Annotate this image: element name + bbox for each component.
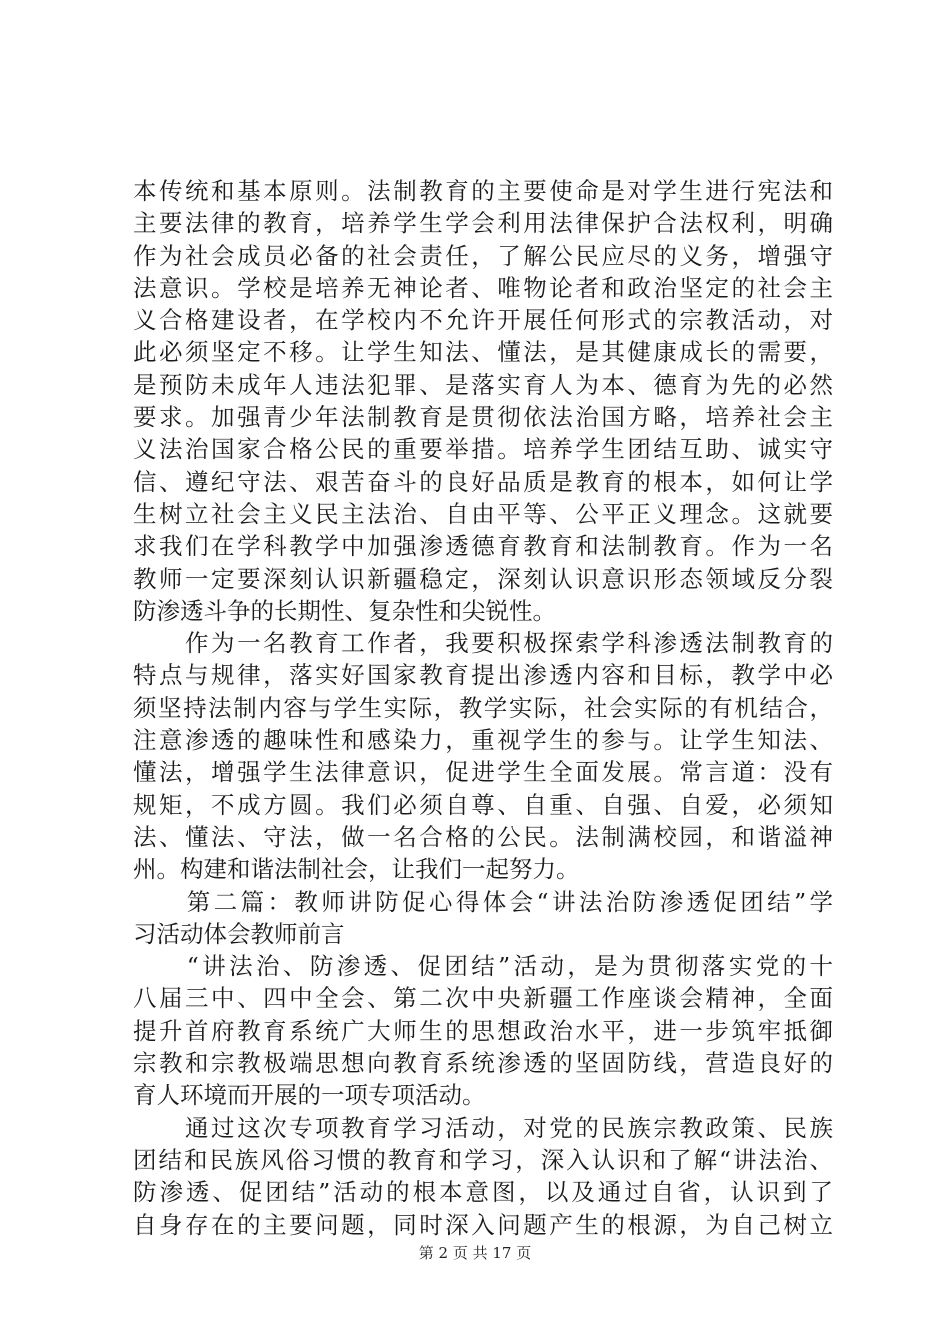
text-line: 法意识。学校是培养无神论者、唯物论者和政治坚定的社会主: [133, 273, 833, 302]
document-body: [133, 175, 833, 1241]
text-line: 注意渗透的趣味性和感染力，重视学生的参与。让学生知法、: [133, 726, 833, 755]
text-line: 本传统和基本原则。法制教育的主要使命是对学生进行宪法和: [133, 177, 833, 205]
text-line: 宗教和宗教极端思想向教育系统渗透的坚固防线，营造良好的: [133, 1049, 833, 1078]
paragraph: [133, 627, 833, 885]
page-footer: 第 2 页 共 17 页: [418, 1244, 532, 1262]
text-line: 主要法律的教育，培养学生学会利用法律保护合法权利，明确: [133, 209, 833, 238]
text-line: 义合格建设者，在学校内不允许开展任何形式的宗教活动，对: [133, 306, 833, 335]
text-line: 提升首府教育系统广大师生的思想政治水平，进一步筑牢抵御: [133, 1016, 833, 1045]
text-line: 要求。加强青少年法制教育是贯彻依法治国方略，培养社会主: [133, 403, 833, 432]
text-line: 懂法，增强学生法律意识，促进学生全面发展。常言道：没有: [133, 758, 833, 787]
text-line: 育人环境而开展的一项专项活动。: [133, 1081, 486, 1110]
text-line: 此必须坚定不移。让学生知法、懂法，是其健康成长的需要，: [133, 338, 833, 367]
text-line: 法、懂法、守法，做一名合格的公民。法制满校园，和谐溢神: [133, 822, 833, 851]
text-line: 须坚持法制内容与学生实际，教学实际，社会实际的有机结合，: [133, 693, 833, 722]
paragraph: [133, 886, 833, 951]
text-line: 特点与规律，落实好国家教育提出渗透内容和目标，教学中必: [133, 661, 833, 690]
text-line: 是预防未成年人违法犯罪、是落实育人为本、德育为先的必然: [133, 370, 833, 399]
text-line: 规矩，不成方圆。我们必须自尊、自重、自强、自爱，必须知: [133, 790, 833, 819]
text-line: 生树立社会主义民主法治、自由平等、公平正义理念。这就要: [133, 499, 833, 528]
text-line: 教师一定要深刻认识新疆稳定，深刻认识意识形态领域反分裂: [133, 564, 833, 593]
text-line: 防渗透、促团结”活动的根本意图，以及通过自省，认识到了: [133, 1178, 833, 1207]
text-line: “讲法治、防渗透、促团结”活动，是为贯彻落实党的十: [133, 952, 833, 981]
text-line: 州。构建和谐法制社会，让我们一起努力。: [133, 855, 580, 884]
text-line: 团结和民族风俗习惯的教育和学习，深入认识和了解“讲法治、: [133, 1145, 833, 1174]
text-line: 义法治国家合格公民的重要举措。培养学生团结互助、诚实守: [133, 435, 833, 464]
paragraph: [133, 950, 833, 1111]
text-line: 第二篇：教师讲防促心得体会“讲法治防渗透促团结”学: [133, 887, 833, 916]
text-line: 习活动体会教师前言: [133, 919, 345, 948]
text-line: 防渗透斗争的长期性、复杂性和尖锐性。: [133, 596, 556, 625]
text-line: 八届三中、四中全会、第二次中央新疆工作座谈会精神，全面: [133, 984, 833, 1013]
text-line: 信、遵纪守法、艰苦奋斗的良好品质是教育的根本，如何让学: [133, 467, 833, 496]
paragraph: [133, 175, 833, 627]
text-line: 通过这次专项教育学习活动，对党的民族宗教政策、民族: [133, 1113, 833, 1142]
text-line: 求我们在学科教学中加强渗透德育教育和法制教育。作为一名: [133, 532, 833, 561]
paragraph: [133, 1112, 833, 1241]
text-line: 自身存在的主要问题，同时深入问题产生的根源，为自己树立: [133, 1210, 833, 1239]
text-line: 作为一名教育工作者，我要积极探索学科渗透法制教育的: [133, 629, 833, 658]
text-line: 作为社会成员必备的社会责任，了解公民应尽的义务，增强守: [133, 241, 833, 270]
